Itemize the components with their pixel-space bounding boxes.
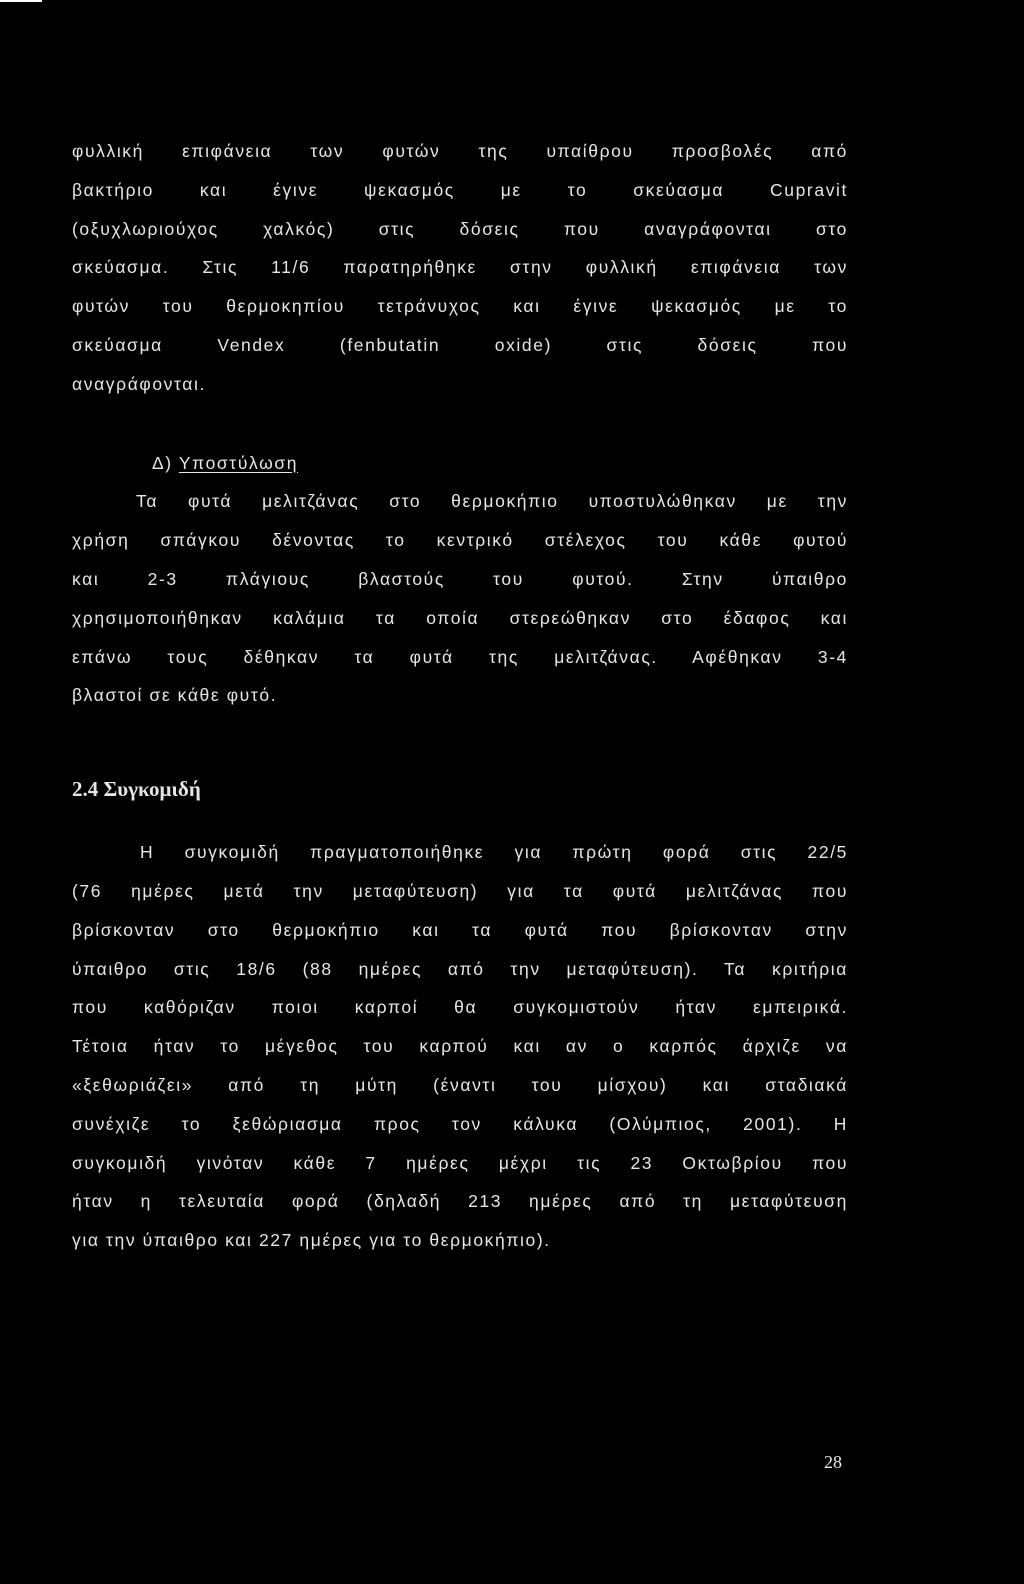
text-line: χρήση σπάγκου δένοντας το κεντρικό στέλεχος του κάθε φυτού — [72, 530, 848, 551]
text-line: βρίσκονταν στο θερμοκήπιο και τα φυτά που βρίσκονταν στην — [72, 919, 848, 940]
section-label: Δ) — [152, 452, 173, 473]
text-line: (76 ημέρες μετά την μεταφύτευση) για τα φυτά μελιτζάνας που — [72, 880, 848, 901]
text-line: βλαστοί σε κάθε φυτό. — [72, 685, 278, 706]
text-line: χρησιμοποιήθηκαν καλάμια τα οποία στερεώθηκαν στο έδαφος και — [72, 607, 848, 628]
section-heading-support — [72, 444, 848, 483]
scan-corner-mark — [0, 0, 42, 2]
text-line: Τα φυτά μελιτζάνας στο θερμοκήπιο υποστυλώθηκαν με την — [136, 491, 848, 512]
text-line: και 2-3 πλάγιους βλαστούς του φυτού. Στην ύπαιθρο — [72, 568, 848, 589]
text-line: ήταν η τελευταία φορά (δηλαδή 213 ημέρες από τη μεταφύτευση — [72, 1191, 848, 1212]
text-line: που καθόριζαν ποιοι καρποί θα συγκομιστούν ήταν εμπειρικά. — [72, 997, 848, 1018]
text-line: φυτών του θερμοκηπίου τετράνυχος και έγινε ψεκασμός με το — [72, 296, 848, 317]
text-line: Η συγκομιδή πραγματοποιήθηκε για πρώτη φορά στις 22/5 — [140, 842, 848, 863]
section-heading-harvest: 2.4 Συγκομιδή — [72, 777, 201, 802]
section-harvest — [72, 769, 848, 1260]
text-line: συνέχιζε το ξεθώριασμα προς τον κάλυκα (Ολύμπιος, 2001). Η — [72, 1113, 848, 1134]
document-page — [72, 132, 848, 1260]
text-line: σκεύασμα Vendex (fenbutatin oxide) στις δόσεις που — [72, 334, 848, 355]
text-line: βακτήριο και έγινε ψεκασμός με το σκεύασμα Cupravit — [72, 179, 848, 200]
text-line: επάνω τους δέθηκαν τα φυτά της μελιτζάνας. Αφέθηκαν 3-4 — [72, 646, 848, 667]
text-line: συγκομιδή γινόταν κάθε 7 ημέρες μέχρι τις 23 Οκτωβρίου που — [72, 1152, 848, 1173]
page-number: 28 — [824, 1452, 842, 1472]
paragraph-spraying — [72, 132, 848, 404]
text-line: «ξεθωριάζει» από τη μύτη (έναντι του μίσχου) και σταδιακά — [72, 1074, 848, 1095]
text-line: (οξυχλωριούχος χαλκός) στις δόσεις που αναγράφονται στο — [72, 218, 848, 239]
text-line: ύπαιθρο στις 18/6 (88 ημέρες από την μεταφύτευση). Τα κριτήρια — [72, 958, 848, 979]
text-line: αναγράφονται. — [72, 373, 206, 394]
text-line: σκεύασμα. Στις 11/6 παρατηρήθηκε στην φυλλική επιφάνεια των — [72, 257, 848, 278]
section-support — [72, 444, 848, 716]
text-line: Τέτοια ήταν το μέγεθος του καρπού και αν ο καρπός άρχιζε να — [72, 1036, 848, 1057]
text-line: για την ύπαιθρο και 227 ημέρες για το θερμοκήπιο). — [72, 1230, 551, 1251]
section-title: Υποστύλωση — [178, 452, 299, 473]
text-line: φυλλική επιφάνεια των φυτών της υπαίθρου προσβολές από — [72, 141, 848, 161]
